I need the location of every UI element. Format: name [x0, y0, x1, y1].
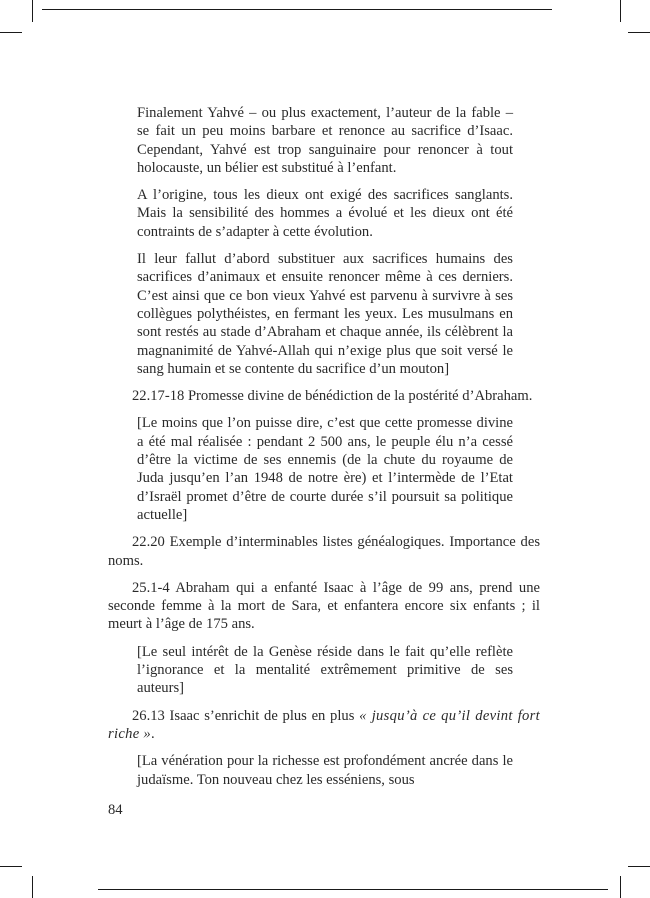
verse-end: . [151, 725, 155, 742]
crop-mark-top-right-v [620, 0, 621, 22]
comment-paragraph: [Le moins que l’on puisse dire, c’est que cette promesse divine a été mal réalisée : pendant 2 500 ans, le peuple élu n’a cessé d’être la victime de ses ennemis (de la chute du royaume de Juda jusqu’en l’an 1948 de notre ère) et l’intermède de l’Etat d’Israël promet d’être de courte durée s’il poursuit sa politique actuelle] [137, 415, 513, 523]
crop-mark-bottom-left-v [32, 876, 33, 898]
verse-paragraph: 25.1-4 Abraham qui a enfanté Isaac à l’âge de 99 ans, prend une seconde femme à la mort de Sara, et enfantera encore six enfants ; il meurt à l’âge de 175 ans. [108, 579, 540, 633]
comment-paragraph: [La vénération pour la richesse est profondément ancrée dans le judaïsme. Ton nouveau chez les esséniens, sous [137, 753, 513, 788]
comment-paragraph: A l’origine, tous les dieux ont exigé des sacrifices sanglants. Mais la sensibilité des hommes a évolué et les dieux ont été contraints de s’adapter à cette évolution. [137, 187, 513, 240]
crop-mark-bottom-left-h [0, 866, 22, 867]
verse-text: 26.13 Isaac s’enrichit de plus en plus [132, 707, 360, 724]
crop-mark-top-right-h [628, 32, 650, 33]
page-number: 84 [108, 802, 123, 818]
page-body [108, 104, 540, 798]
comment-paragraph: Il leur fallut d’abord substituer aux sacrifices humains des sacrifices d’animaux et ensuite renoncer même à ces derniers. C’est ainsi que ce bon vieux Yahvé est parvenu à survivre à ses collègues polythéistes, en fermant les yeux. Les musulmans en sont restés au stade d’Abraham et chaque année, ils célèbrent la magnanimité de Yahvé-Allah qui n’exige plus que soit versé le sang humain et se contente du sacrifice d’un mouton] [137, 251, 513, 377]
verse-paragraph [108, 707, 540, 744]
verse-quote: « jusqu’à ce qu’il devint fort riche » [108, 707, 540, 742]
verse-paragraph: 22.20 Exemple d’interminables listes généalogiques. Importance des noms. [108, 534, 540, 569]
comment-paragraph: [Le seul intérêt de la Genèse réside dans le fait qu’elle reflète l’ignorance et la mentalité extrêmement primitive de ses auteurs] [137, 643, 513, 697]
crop-mark-bottom-right-v [620, 876, 621, 898]
crop-mark-top-line [42, 9, 552, 10]
crop-mark-top-left-v [32, 0, 33, 22]
crop-mark-bottom-right-h [628, 866, 650, 867]
comment-paragraph: Finalement Yahvé – ou plus exactement, l’auteur de la fable – se fait un peu moins barbare et renonce au sacrifice d’Isaac. Cependant, Yahvé est trop sanguinaire pour renoncer à tout holocauste, un bélier est substitué à l’enfant. [137, 105, 513, 176]
verse-paragraph: 22.17-18 Promesse divine de bénédiction de la postérité d’Abraham. [132, 388, 533, 405]
crop-mark-bottom-line [98, 889, 608, 890]
crop-mark-top-left-h [0, 32, 22, 33]
